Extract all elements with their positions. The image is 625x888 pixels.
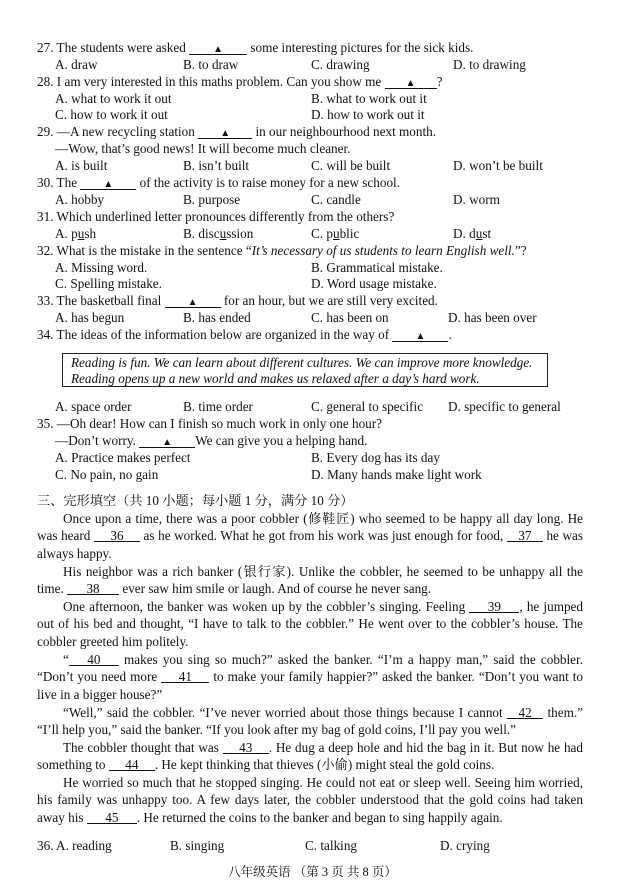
answer-blank: ▲	[165, 293, 221, 308]
option-c: C. Spelling mistake.	[55, 276, 162, 291]
option-d: D. crying	[440, 838, 490, 853]
cloze-blank-36: 36	[94, 527, 140, 542]
cloze-blank-44: 44	[109, 756, 155, 771]
section-title: 三、完形填空（共 10 小题；每小题 1 分，满分 10 分）	[37, 493, 354, 508]
option-a: A. Missing word.	[55, 260, 148, 275]
option-a: A. has begun	[55, 310, 125, 325]
option-d: D. specific to general	[448, 399, 561, 414]
question-29: 29. —A new recycling station ▲ in our neighbourhood next month.	[37, 124, 437, 139]
dialogue-line: —Don’t worry. ▲ We can give you a helping hand.	[55, 433, 368, 448]
option-c: C. candle	[311, 192, 361, 207]
option-c: C. public	[311, 226, 360, 241]
option-b: B. to draw	[183, 57, 239, 72]
cloze-blank-43: 43	[223, 739, 269, 754]
option-b: B. isn’t built	[183, 158, 250, 173]
question-33: 33. The basketball final ▲ for an hour, but we are still very excited.	[37, 293, 438, 308]
option-c: C. how to work it out	[55, 107, 168, 122]
question-32: 32. What is the mistake in the sentence “It’s necessary of us students to learn English well.”?	[37, 243, 527, 258]
option-d: D. how to work out it	[311, 107, 425, 122]
answer-blank: ▲	[385, 74, 437, 89]
option-b: B. time order	[183, 399, 253, 414]
option-a: A. hobby	[55, 192, 105, 207]
option-b: B. what to work out it	[311, 91, 427, 106]
question-34: 34. The ideas of the information below are organized in the way of ▲ .	[37, 327, 452, 342]
passage-paragraph-1: Once upon a time, there was a poor cobbler (修鞋匠) who seemed to be happy all day long. He was heard 36 as he worked. What he got from his work was just enough for food, 37 he was always happy.	[37, 511, 583, 561]
answer-blank: ▲	[198, 124, 252, 139]
option-c: C. talking	[305, 838, 358, 853]
passage-paragraph-7: He worried so much that he stopped singing. He could not eat or sleep well. Seeing him worried, his family was unhappy too. A few days later, the cobbler understood that the gold coins had taken away his 45 . He returned the coins to the banker and began to sing happily again.	[37, 775, 583, 825]
answer-blank: ▲	[392, 327, 448, 342]
passage-paragraph-3: One afternoon, the banker was woken up by the cobbler’s singing. Feeling 39 , he jumped out of his bed and thought, “I have to talk to the cobbler.” He went over to the cobbler’s house. The cobbler greeted him politely.	[37, 599, 583, 649]
option-c: C. general to specific	[311, 399, 424, 414]
option-d: D. has been over	[448, 310, 537, 325]
option-a: A. draw	[55, 57, 98, 72]
passage-paragraph-4: “ 40 makes you sing so much?” asked the banker. “I’m a happy man,” said the cobbler. “Don’t you need more 41 to make your family happier?” asked the banker. “Don’t you want to live in a bigger house?”	[37, 652, 584, 702]
option-c: C. will be built	[311, 158, 391, 173]
option-b: B. singing	[170, 838, 225, 853]
option-b: B. Grammatical mistake.	[311, 260, 443, 275]
cloze-blank-42: 42	[507, 704, 543, 719]
page-footer: 八年级英语 （第 3 页 共 8 页）	[228, 865, 397, 879]
option-b: B. purpose	[183, 192, 241, 207]
option-d: D. dust	[453, 226, 492, 241]
cloze-blank-41: 41	[161, 668, 209, 683]
option-c: C. drawing	[311, 57, 370, 72]
question-35: 35. —Oh dear! How can I finish so much work in only one hour?	[37, 416, 382, 431]
option-a: A. space order	[55, 399, 132, 414]
answer-blank: ▲	[139, 433, 195, 448]
passage-paragraph-5: “Well,” said the cobbler. “I’ve never worried about those things because I cannot 42 them.” “I’ll help you,” said the banker. “If you look after my bag of gold coins, I’ll pay you well.”	[37, 705, 584, 738]
question-36-option-a: 36. A. reading	[37, 838, 112, 853]
option-a: A. what to work it out	[55, 91, 172, 106]
question-28: 28. I am very interested in this maths problem. Can you show me ▲ ?	[37, 74, 443, 89]
cloze-blank-40: 40	[69, 651, 119, 666]
option-c: C. has been on	[311, 310, 389, 325]
option-a: A. is built	[55, 158, 108, 173]
option-d: D. worm	[453, 192, 500, 207]
option-a: A. push	[55, 226, 97, 241]
cloze-blank-45: 45	[87, 809, 137, 824]
option-a: A. Practice makes perfect	[55, 450, 191, 465]
option-d: D. Word usage mistake.	[311, 276, 437, 291]
cloze-blank-38: 38	[67, 580, 119, 595]
option-c: C. No pain, no gain	[55, 467, 159, 482]
option-d: D. to drawing	[453, 57, 526, 72]
question-27: 27. The students were asked ▲ some interesting pictures for the sick kids.	[37, 40, 474, 55]
cloze-blank-39: 39	[469, 598, 519, 613]
option-b: B. Every dog has its day	[311, 450, 440, 465]
answer-blank: ▲	[189, 40, 247, 55]
option-b: B. has ended	[183, 310, 251, 325]
reading-passage-box: Reading is fun. We can learn about different cultures. We can improve more knowledge. Reading opens up a new world and makes us relaxed after a day’s hard work.	[62, 353, 548, 387]
answer-blank: ▲	[80, 175, 136, 190]
option-b: B. discussion	[183, 226, 254, 241]
dialogue-line: —Wow, that’s good news! It will become much cleaner.	[55, 141, 351, 156]
cloze-blank-37: 37	[507, 527, 543, 542]
question-30: 30. The ▲ of the activity is to raise money for a new school.	[37, 175, 401, 190]
question-31: 31. Which underlined letter pronounces differently from the others?	[37, 209, 395, 224]
option-d: D. Many hands make light work	[311, 467, 482, 482]
option-d: D. won’t be built	[453, 158, 543, 173]
passage-paragraph-6: The cobbler thought that was 43 . He dug a deep hole and hid the bag in it. But now he had something to 44 . He kept thinking that thieves (小偷) might steal the gold coins.	[37, 740, 584, 773]
passage-paragraph-2: His neighbor was a rich banker (银行家). Unlike the cobbler, he seemed to be unhappy all the time. 38 ever saw him smile or laugh. And of course he never sang.	[37, 564, 583, 597]
